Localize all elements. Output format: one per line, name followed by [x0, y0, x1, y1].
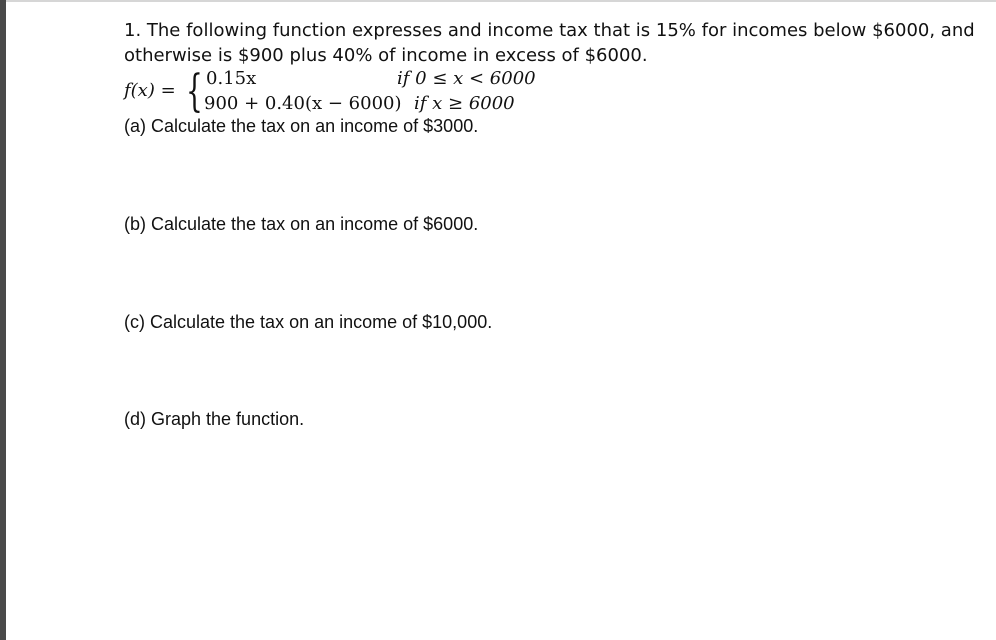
problem-statement-line-1: 1. The following function expresses and income tax that is 15% for incomes below $6000, and — [124, 20, 975, 41]
formula-lhs: f(x) = — [124, 80, 176, 101]
question-part-b: (b) Calculate the tax on an income of $6000. — [124, 214, 479, 234]
formula-case-2-condition: if x ≥ 6000 — [414, 93, 515, 114]
page-top-border — [6, 0, 996, 2]
question-part-d: (d) Graph the function. — [124, 409, 305, 429]
window-left-edge — [0, 0, 6, 640]
formula-case-2-expression: 900 + 0.40(x − 6000) — [204, 93, 402, 114]
formula-case-1-condition: if 0 ≤ x < 6000 — [397, 68, 536, 89]
problem-statement-line-2: otherwise is $900 plus 40% of income in excess of $6000. — [124, 45, 648, 66]
document-page — [124, 18, 975, 429]
question-part-c: (c) Calculate the tax on an income of $10,000. — [124, 312, 493, 332]
formula-brace: { — [186, 66, 203, 117]
piecewise-formula — [124, 66, 964, 118]
question-part-a: (a) Calculate the tax on an income of $3000. — [124, 116, 479, 136]
formula-case-1-expression: 0.15x — [206, 68, 257, 89]
